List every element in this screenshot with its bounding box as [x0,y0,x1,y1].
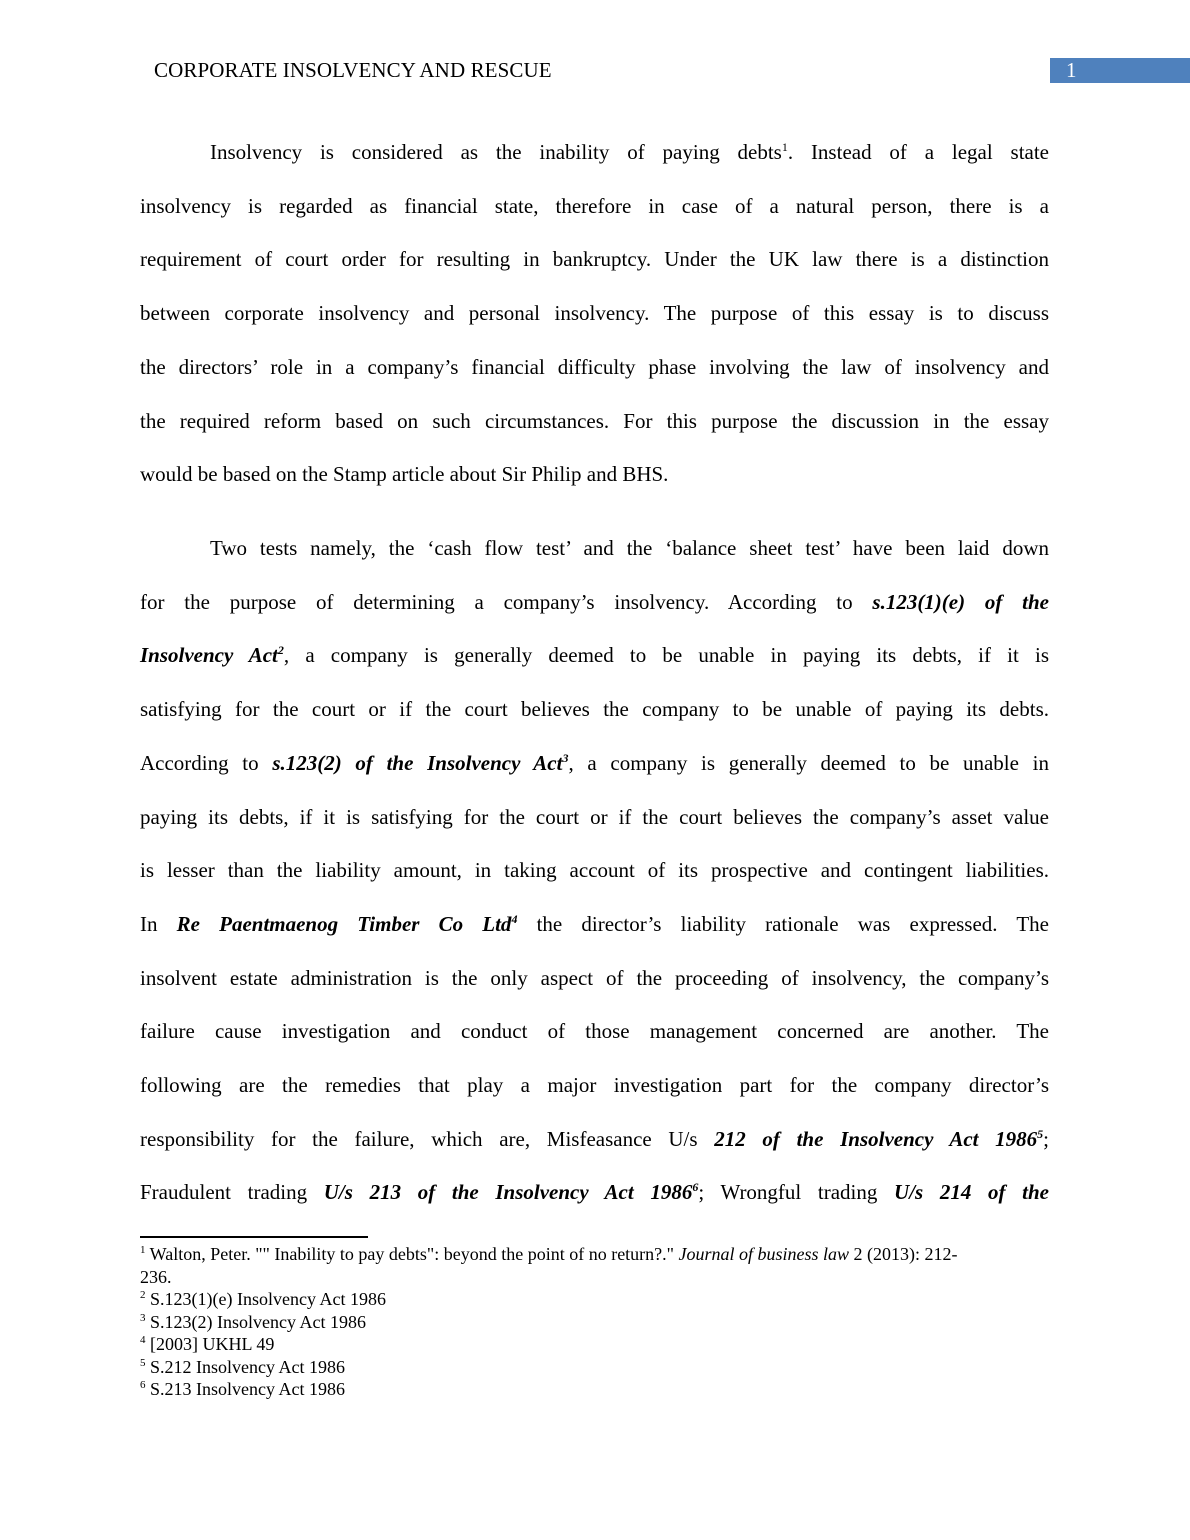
text-line: the directors’ role in a company’s financial difficulty phase involving the law of insolvency and [140,354,1049,379]
case-citation: Re Paentmaenog Timber Co Ltd [176,911,512,936]
text-line: In Re Paentmaenog Timber Co Ltd$^4$ the director’s liability rationale was expressed. The [140,911,1049,936]
statute-citation: Insolvency Act [140,643,278,668]
footnote-ref[interactable]: 4 [511,911,518,926]
text-line: satisfying for the court or if the court believes the company to be unable of paying its debts. [140,697,1049,722]
footnote-ref[interactable]: 6 [692,1180,699,1195]
running-header-title: CORPORATE INSOLVENCY AND RESCUE [154,58,552,82]
footnote-item: $^5$ S.212 Insolvency Act 1986 [140,1356,345,1377]
footnote-ref[interactable]: 5 [1037,1126,1044,1141]
footnote-item: $^3$ S.123(2) Insolvency Act 1986 [140,1311,366,1332]
text-line: the required reform based on such circumstances. For this purpose the discussion in the essay [140,408,1049,433]
paragraph-insolvency-tests [140,522,1049,1220]
footnote-item: $^6$ S.213 Insolvency Act 1986 [140,1379,345,1399]
statute-citation: U/s 213 of the Insolvency Act 1986 [323,1180,693,1205]
text-line: Insolvency Act$^2$, a company is generally deemed to be unable in paying its debts, if it is [140,643,1049,668]
page-number-badge: 1 [1050,58,1190,83]
footnote-ref[interactable]: 3 [562,750,569,765]
footnote-ref[interactable]: 2 [277,643,284,658]
footnote-item: $^1$ Walton, Peter. "" Inability to pay debts": beyond the point of no return?." Journal of business law 2 (2013): 212- 236. [140,1244,958,1287]
text-line: Insolvency is considered as the inability of paying debts$^1$. Instead of a legal state [210,140,1049,164]
text-line: requirement of court order for resulting in bankruptcy. Under the UK law there is a distinction [140,247,1049,272]
statute-citation: U/s 214 of the [894,1180,1049,1205]
footnotes [140,1243,1040,1401]
text-line: for the purpose of determining a company’s insolvency. According to s.123(1)(e) of the [140,589,1049,614]
text-line: Fraudulent trading U/s 213 of the Insolvency Act 1986$^6$; Wrongful trading U/s 214 of the [140,1180,1049,1205]
footnote-item: $^4$ [2003] UKHL 49 [140,1334,275,1354]
text-line: paying its debts, if it is satisfying for the court or if the court believes the company’s asset value [140,804,1049,829]
statute-citation: s.123(2) of the Insolvency Act [272,750,563,775]
text-line: is lesser than the liability amount, in taking account of its prospective and contingent liabilities. [140,858,1049,883]
text-line: would be based on the Stamp article about Sir Philip and BHS. [140,462,669,487]
statute-citation: 212 of the Insolvency Act 1986 [714,1126,1038,1151]
footnote-separator [140,1236,368,1238]
paragraph-introduction [140,126,1049,502]
text-line: following are the remedies that play a major investigation part for the company director’s [140,1073,1049,1098]
text-line: insolvency is regarded as financial state, therefore in case of a natural person, there is a [140,193,1049,218]
journal-title: Journal of business law [678,1244,850,1264]
text-line: failure cause investigation and conduct of those management concerned are another. The [140,1019,1049,1044]
statute-citation: s.123(1)(e) of the [872,589,1049,614]
text-line: Two tests namely, the ‘cash flow test’ and the ‘balance sheet test’ have been laid down [210,536,1049,560]
text-line: responsibility for the failure, which are, Misfeasance U/s 212 of the Insolvency Act 1986$^5$; [140,1126,1049,1151]
text-line: insolvent estate administration is the only aspect of the proceeding of insolvency, the company’s [140,965,1049,990]
footnote-item: $^2$ S.123(1)(e) Insolvency Act 1986 [140,1289,386,1309]
text-line: between corporate insolvency and personal insolvency. The purpose of this essay is to discuss [140,301,1049,326]
text-line: According to s.123(2) of the Insolvency Act$^3$, a company is generally deemed to be unable in [140,750,1049,775]
footnote-ref[interactable]: 1 [781,140,788,154]
